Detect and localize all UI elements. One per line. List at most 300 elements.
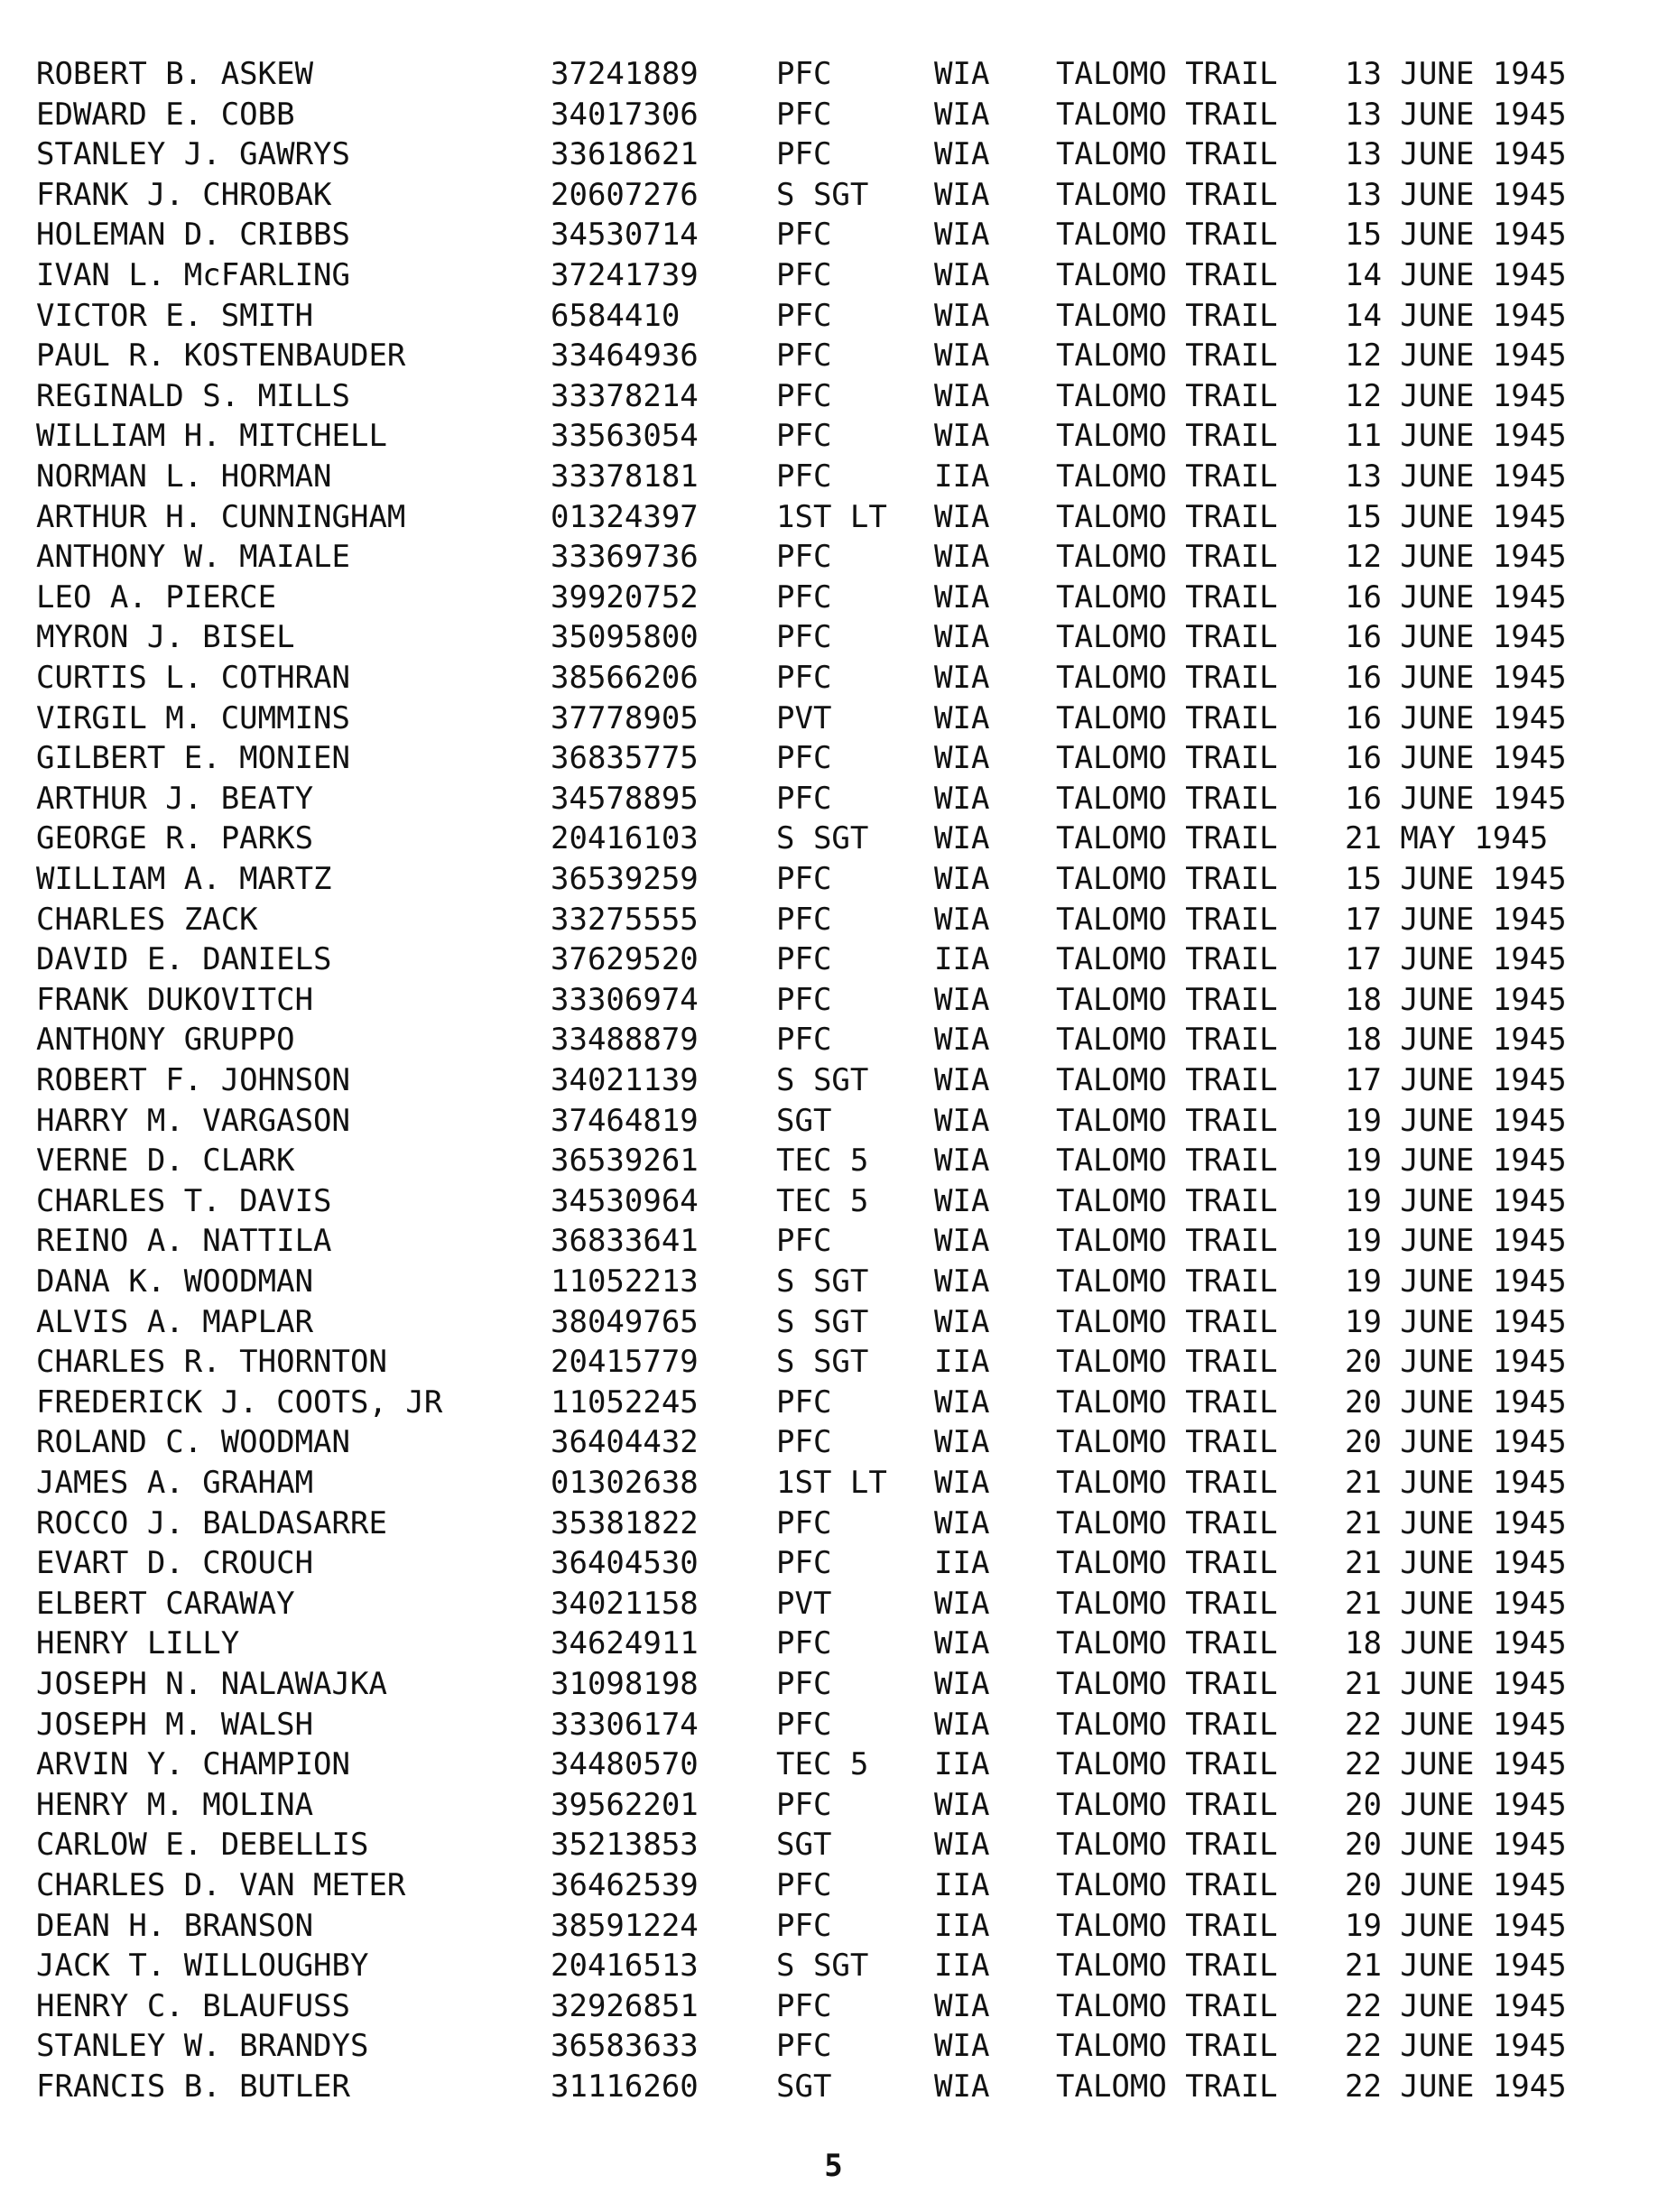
casualty-status: WIA <box>934 297 990 334</box>
location: TALOMO TRAIL <box>1056 1987 1278 2024</box>
casualty-row <box>0 2067 1667 2107</box>
casualty-status: WIA <box>934 539 990 576</box>
location: TALOMO TRAIL <box>1056 1102 1278 1139</box>
casualty-date: 13 JUNE 1945 <box>1345 136 1567 173</box>
casualty-row <box>0 537 1667 578</box>
serial-number: 37241739 <box>551 257 699 293</box>
location: TALOMO TRAIL <box>1056 257 1278 293</box>
soldier-name: ARTHUR H. CUNNINGHAM <box>36 498 406 535</box>
location: TALOMO TRAIL <box>1056 1465 1278 1501</box>
serial-number: 34021158 <box>551 1585 699 1622</box>
casualty-row <box>0 497 1667 538</box>
casualty-status: WIA <box>934 861 990 897</box>
rank: TEC 5 <box>776 1182 869 1219</box>
location: TALOMO TRAIL <box>1056 2069 1278 2105</box>
casualty-date: 16 JUNE 1945 <box>1345 780 1567 817</box>
casualty-date: 21 JUNE 1945 <box>1345 1504 1567 1541</box>
soldier-name: ROBERT F. JOHNSON <box>36 1062 350 1098</box>
serial-number: 34021139 <box>551 1062 699 1098</box>
location: TALOMO TRAIL <box>1056 1143 1278 1180</box>
casualty-status: WIA <box>934 1465 990 1501</box>
casualty-row <box>0 819 1667 859</box>
casualty-row <box>0 54 1667 95</box>
soldier-name: REGINALD S. MILLS <box>36 377 350 414</box>
serial-number: 34530964 <box>551 1182 699 1219</box>
casualty-row <box>0 1986 1667 2027</box>
casualty-row <box>0 1181 1667 1222</box>
soldier-name: ALVIS A. MAPLAR <box>36 1303 314 1340</box>
serial-number: 38591224 <box>551 1907 699 1944</box>
casualty-status: WIA <box>934 1424 990 1461</box>
casualty-date: 17 JUNE 1945 <box>1345 1062 1567 1098</box>
location: TALOMO TRAIL <box>1056 338 1278 375</box>
serial-number: 6584410 <box>551 297 681 334</box>
casualty-date: 12 JUNE 1945 <box>1345 377 1567 414</box>
rank: PFC <box>776 217 832 254</box>
casualty-date: 19 JUNE 1945 <box>1345 1143 1567 1180</box>
rank: SGT <box>776 1102 832 1139</box>
serial-number: 33369736 <box>551 539 699 576</box>
casualty-date: 20 JUNE 1945 <box>1345 1786 1567 1823</box>
casualty-status: IIA <box>934 1907 990 1944</box>
rank: PFC <box>776 941 832 978</box>
soldier-name: FRANCIS B. BUTLER <box>36 2069 350 2105</box>
rank: TEC 5 <box>776 1143 869 1180</box>
casualty-status: WIA <box>934 2028 990 2065</box>
casualty-status: WIA <box>934 1143 990 1180</box>
location: TALOMO TRAIL <box>1056 1344 1278 1381</box>
soldier-name: VIRGIL M. CUMMINS <box>36 699 350 736</box>
rank: PFC <box>776 539 832 576</box>
location: TALOMO TRAIL <box>1056 1545 1278 1582</box>
serial-number: 35095800 <box>551 619 699 656</box>
casualty-status: WIA <box>934 498 990 535</box>
serial-number: 33306974 <box>551 981 699 1018</box>
location: TALOMO TRAIL <box>1056 217 1278 254</box>
casualty-date: 18 JUNE 1945 <box>1345 1022 1567 1059</box>
soldier-name: ARVIN Y. CHAMPION <box>36 1746 350 1783</box>
casualty-date: 15 JUNE 1945 <box>1345 217 1567 254</box>
casualty-date: 17 JUNE 1945 <box>1345 941 1567 978</box>
casualty-date: 12 JUNE 1945 <box>1345 338 1567 375</box>
casualty-date: 21 JUNE 1945 <box>1345 1585 1567 1622</box>
rank: S SGT <box>776 1062 869 1098</box>
soldier-name: ROCCO J. BALDASARRE <box>36 1504 387 1541</box>
location: TALOMO TRAIL <box>1056 1585 1278 1622</box>
casualty-date: 22 JUNE 1945 <box>1345 1987 1567 2024</box>
rank: PFC <box>776 338 832 375</box>
casualty-date: 19 JUNE 1945 <box>1345 1907 1567 1944</box>
serial-number: 39562201 <box>551 1786 699 1823</box>
casualty-status: WIA <box>934 1223 990 1260</box>
casualty-row <box>0 738 1667 779</box>
casualty-date: 16 JUNE 1945 <box>1345 619 1567 656</box>
casualty-row <box>0 1422 1667 1463</box>
location: TALOMO TRAIL <box>1056 1746 1278 1783</box>
location: TALOMO TRAIL <box>1056 377 1278 414</box>
rank: PFC <box>776 1545 832 1582</box>
casualty-date: 16 JUNE 1945 <box>1345 660 1567 696</box>
rank: PFC <box>776 257 832 293</box>
soldier-name: CHARLES T. DAVIS <box>36 1182 332 1219</box>
rank: PFC <box>776 458 832 495</box>
casualty-row <box>0 1946 1667 1986</box>
casualty-date: 14 JUNE 1945 <box>1345 257 1567 293</box>
location: TALOMO TRAIL <box>1056 418 1278 455</box>
casualty-row <box>0 1543 1667 1584</box>
soldier-name: WILLIAM A. MARTZ <box>36 861 332 897</box>
casualty-status: WIA <box>934 377 990 414</box>
soldier-name: FRANK DUKOVITCH <box>36 981 314 1018</box>
location: TALOMO TRAIL <box>1056 1182 1278 1219</box>
soldier-name: DEAN H. BRANSON <box>36 1907 314 1944</box>
page-number: 5 <box>824 2148 843 2184</box>
casualty-date: 19 JUNE 1945 <box>1345 1102 1567 1139</box>
rank: PFC <box>776 901 832 938</box>
location: TALOMO TRAIL <box>1056 56 1278 92</box>
serial-number: 34624911 <box>551 1625 699 1662</box>
serial-number: 11052245 <box>551 1384 699 1421</box>
rank: SGT <box>776 2069 832 2105</box>
serial-number: 31098198 <box>551 1666 699 1702</box>
location: TALOMO TRAIL <box>1056 699 1278 736</box>
location: TALOMO TRAIL <box>1056 1384 1278 1421</box>
casualty-row <box>0 1262 1667 1302</box>
casualty-row <box>0 1463 1667 1504</box>
soldier-name: NORMAN L. HORMAN <box>36 458 332 495</box>
casualty-status: WIA <box>934 740 990 777</box>
casualty-row <box>0 1825 1667 1865</box>
casualty-date: 13 JUNE 1945 <box>1345 96 1567 133</box>
soldier-name: EDWARD E. COBB <box>36 96 295 133</box>
location: TALOMO TRAIL <box>1056 1867 1278 1903</box>
casualty-row <box>0 1504 1667 1544</box>
rank: 1ST LT <box>776 1465 887 1501</box>
rank: PFC <box>776 1424 832 1461</box>
casualty-status: WIA <box>934 1022 990 1059</box>
serial-number: 33563054 <box>551 418 699 455</box>
soldier-name: HENRY C. BLAUFUSS <box>36 1987 350 2024</box>
rank: PFC <box>776 1625 832 1662</box>
location: TALOMO TRAIL <box>1056 176 1278 213</box>
casualty-status: WIA <box>934 619 990 656</box>
casualty-row <box>0 376 1667 417</box>
casualty-row <box>0 1624 1667 1664</box>
soldier-name: HENRY LILLY <box>36 1625 240 1662</box>
serial-number: 36835775 <box>551 740 699 777</box>
casualty-status: WIA <box>934 56 990 92</box>
casualty-status: IIA <box>934 458 990 495</box>
soldier-name: CHARLES D. VAN METER <box>36 1867 406 1903</box>
rank: PFC <box>776 861 832 897</box>
soldier-name: ROLAND C. WOODMAN <box>36 1424 350 1461</box>
rank: PFC <box>776 1504 832 1541</box>
location: TALOMO TRAIL <box>1056 1263 1278 1300</box>
soldier-name: VERNE D. CLARK <box>36 1143 295 1180</box>
casualty-date: 21 JUNE 1945 <box>1345 1666 1567 1702</box>
casualty-status: WIA <box>934 1625 990 1662</box>
location: TALOMO TRAIL <box>1056 458 1278 495</box>
serial-number: 33618621 <box>551 136 699 173</box>
rank: PFC <box>776 1907 832 1944</box>
serial-number: 33378214 <box>551 377 699 414</box>
location: TALOMO TRAIL <box>1056 1223 1278 1260</box>
soldier-name: ROBERT B. ASKEW <box>36 56 314 92</box>
serial-number: 36539259 <box>551 861 699 897</box>
soldier-name: IVAN L. McFARLING <box>36 257 350 293</box>
serial-number: 38049765 <box>551 1303 699 1340</box>
serial-number: 20607276 <box>551 176 699 213</box>
location: TALOMO TRAIL <box>1056 136 1278 173</box>
serial-number: 36462539 <box>551 1867 699 1903</box>
serial-number: 37241889 <box>551 56 699 92</box>
serial-number: 33306174 <box>551 1706 699 1743</box>
rank: PFC <box>776 1384 832 1421</box>
casualty-date: 16 JUNE 1945 <box>1345 699 1567 736</box>
casualty-date: 19 JUNE 1945 <box>1345 1223 1567 1260</box>
location: TALOMO TRAIL <box>1056 1827 1278 1864</box>
casualty-status: WIA <box>934 981 990 1018</box>
soldier-name: CHARLES ZACK <box>36 901 258 938</box>
casualty-row <box>0 2026 1667 2067</box>
casualty-status: IIA <box>934 1867 990 1903</box>
casualty-date: 21 MAY 1945 <box>1345 820 1549 857</box>
casualty-row <box>0 215 1667 255</box>
serial-number: 33464936 <box>551 338 699 375</box>
soldier-name: CARLOW E. DEBELLIS <box>36 1827 369 1864</box>
soldier-name: VICTOR E. SMITH <box>36 297 314 334</box>
rank: S SGT <box>776 1303 869 1340</box>
location: TALOMO TRAIL <box>1056 96 1278 133</box>
casualty-row <box>0 457 1667 497</box>
rank: PFC <box>776 1786 832 1823</box>
casualty-row <box>0 779 1667 819</box>
soldier-name: JACK T. WILLOUGHBY <box>36 1948 369 1985</box>
location: TALOMO TRAIL <box>1056 1022 1278 1059</box>
casualty-row <box>0 900 1667 940</box>
serial-number: 34578895 <box>551 780 699 817</box>
casualty-date: 14 JUNE 1945 <box>1345 297 1567 334</box>
serial-number: 34480570 <box>551 1746 699 1783</box>
soldier-name: GEORGE R. PARKS <box>36 820 314 857</box>
soldier-name: WILLIAM H. MITCHELL <box>36 418 387 455</box>
serial-number: 32926851 <box>551 1987 699 2024</box>
rank: PFC <box>776 740 832 777</box>
location: TALOMO TRAIL <box>1056 740 1278 777</box>
casualty-status: WIA <box>934 578 990 615</box>
soldier-name: PAUL R. KOSTENBAUDER <box>36 338 406 375</box>
rank: PFC <box>776 297 832 334</box>
rank: PFC <box>776 136 832 173</box>
casualty-row <box>0 617 1667 658</box>
casualty-date: 13 JUNE 1945 <box>1345 176 1567 213</box>
rank: S SGT <box>776 820 869 857</box>
soldier-name: HARRY M. VARGASON <box>36 1102 350 1139</box>
casualty-row <box>0 658 1667 699</box>
casualty-date: 22 JUNE 1945 <box>1345 2069 1567 2105</box>
serial-number: 36583633 <box>551 2028 699 2065</box>
casualty-row <box>0 296 1667 337</box>
casualty-row <box>0 1101 1667 1142</box>
casualty-date: 19 JUNE 1945 <box>1345 1303 1567 1340</box>
location: TALOMO TRAIL <box>1056 1948 1278 1985</box>
casualty-date: 22 JUNE 1945 <box>1345 2028 1567 2065</box>
casualty-row <box>0 578 1667 618</box>
casualty-status: WIA <box>934 1987 990 2024</box>
casualty-status: WIA <box>934 1182 990 1219</box>
casualty-status: WIA <box>934 217 990 254</box>
casualty-date: 15 JUNE 1945 <box>1345 861 1567 897</box>
serial-number: 36404432 <box>551 1424 699 1461</box>
location: TALOMO TRAIL <box>1056 660 1278 696</box>
casualty-row <box>0 1020 1667 1060</box>
soldier-name: FREDERICK J. COOTS, JR <box>36 1384 443 1421</box>
rank: PFC <box>776 1706 832 1743</box>
soldier-name: MYRON J. BISEL <box>36 619 295 656</box>
serial-number: 37464819 <box>551 1102 699 1139</box>
casualty-row <box>0 1906 1667 1947</box>
casualty-row <box>0 980 1667 1021</box>
location: TALOMO TRAIL <box>1056 578 1278 615</box>
casualty-row <box>0 1785 1667 1826</box>
casualty-date: 21 JUNE 1945 <box>1345 1545 1567 1582</box>
soldier-name: JAMES A. GRAHAM <box>36 1465 314 1501</box>
serial-number: 35213853 <box>551 1827 699 1864</box>
soldier-name: EVART D. CROUCH <box>36 1545 314 1582</box>
serial-number: 31116260 <box>551 2069 699 2105</box>
location: TALOMO TRAIL <box>1056 619 1278 656</box>
soldier-name: ANTHONY GRUPPO <box>36 1022 295 1059</box>
rank: PFC <box>776 2028 832 2065</box>
casualty-date: 16 JUNE 1945 <box>1345 578 1567 615</box>
serial-number: 36404530 <box>551 1545 699 1582</box>
casualty-row <box>0 1302 1667 1343</box>
casualty-row <box>0 255 1667 296</box>
location: TALOMO TRAIL <box>1056 1303 1278 1340</box>
casualty-status: WIA <box>934 1666 990 1702</box>
casualty-status: IIA <box>934 1948 990 1985</box>
casualty-row <box>0 1221 1667 1262</box>
location: TALOMO TRAIL <box>1056 901 1278 938</box>
serial-number: 37778905 <box>551 699 699 736</box>
casualty-row <box>0 416 1667 457</box>
casualty-row <box>0 95 1667 135</box>
casualty-status: WIA <box>934 1263 990 1300</box>
casualty-row <box>0 1745 1667 1785</box>
location: TALOMO TRAIL <box>1056 498 1278 535</box>
casualty-status: WIA <box>934 1062 990 1098</box>
casualty-status: WIA <box>934 2069 990 2105</box>
rank: PFC <box>776 780 832 817</box>
casualty-status: WIA <box>934 1827 990 1864</box>
rank: PFC <box>776 1666 832 1702</box>
casualty-status: WIA <box>934 1786 990 1823</box>
serial-number: 39920752 <box>551 578 699 615</box>
casualty-row <box>0 175 1667 216</box>
location: TALOMO TRAIL <box>1056 1786 1278 1823</box>
rank: TEC 5 <box>776 1746 869 1783</box>
casualty-status: WIA <box>934 1102 990 1139</box>
casualty-status: IIA <box>934 1746 990 1783</box>
serial-number: 33378181 <box>551 458 699 495</box>
soldier-name: CHARLES R. THORNTON <box>36 1344 387 1381</box>
casualty-status: WIA <box>934 820 990 857</box>
casualty-status: WIA <box>934 418 990 455</box>
rank: PFC <box>776 418 832 455</box>
rank: S SGT <box>776 1948 869 1985</box>
soldier-name: FRANK J. CHROBAK <box>36 176 332 213</box>
casualty-row <box>0 1865 1667 1906</box>
casualty-date: 11 JUNE 1945 <box>1345 418 1567 455</box>
location: TALOMO TRAIL <box>1056 820 1278 857</box>
rank: PFC <box>776 96 832 133</box>
casualty-row <box>0 859 1667 900</box>
casualty-row <box>0 1584 1667 1624</box>
serial-number: 35381822 <box>551 1504 699 1541</box>
rank: S SGT <box>776 1263 869 1300</box>
location: TALOMO TRAIL <box>1056 1706 1278 1743</box>
casualty-date: 20 JUNE 1945 <box>1345 1827 1567 1864</box>
casualty-status: WIA <box>934 901 990 938</box>
casualty-date: 21 JUNE 1945 <box>1345 1465 1567 1501</box>
casualty-status: IIA <box>934 1344 990 1381</box>
soldier-name: ANTHONY W. MAIALE <box>36 539 350 576</box>
rank: SGT <box>776 1827 832 1864</box>
casualty-date: 16 JUNE 1945 <box>1345 740 1567 777</box>
rank: S SGT <box>776 176 869 213</box>
casualty-row <box>0 1060 1667 1101</box>
serial-number: 33488879 <box>551 1022 699 1059</box>
rank: PFC <box>776 1867 832 1903</box>
soldier-name: STANLEY W. BRANDYS <box>36 2028 369 2065</box>
location: TALOMO TRAIL <box>1056 539 1278 576</box>
casualty-date: 20 JUNE 1945 <box>1345 1424 1567 1461</box>
serial-number: 38566206 <box>551 660 699 696</box>
casualty-status: WIA <box>934 1585 990 1622</box>
serial-number: 20416103 <box>551 820 699 857</box>
location: TALOMO TRAIL <box>1056 1062 1278 1098</box>
casualty-row <box>0 699 1667 739</box>
serial-number: 34017306 <box>551 96 699 133</box>
casualty-status: WIA <box>934 1384 990 1421</box>
casualty-row <box>0 1705 1667 1745</box>
rank: 1ST LT <box>776 498 887 535</box>
casualty-date: 15 JUNE 1945 <box>1345 498 1567 535</box>
casualty-date: 20 JUNE 1945 <box>1345 1344 1567 1381</box>
serial-number: 20416513 <box>551 1948 699 1985</box>
soldier-name: ARTHUR J. BEATY <box>36 780 314 817</box>
casualty-date: 13 JUNE 1945 <box>1345 458 1567 495</box>
soldier-name: HENRY M. MOLINA <box>36 1786 314 1823</box>
casualty-status: WIA <box>934 780 990 817</box>
rank: PFC <box>776 981 832 1018</box>
casualty-status: WIA <box>934 699 990 736</box>
location: TALOMO TRAIL <box>1056 1504 1278 1541</box>
casualty-date: 18 JUNE 1945 <box>1345 1625 1567 1662</box>
soldier-name: DAVID E. DANIELS <box>36 941 332 978</box>
rank: PFC <box>776 1223 832 1260</box>
soldier-name: DANA K. WOODMAN <box>36 1263 314 1300</box>
casualty-row <box>0 1141 1667 1181</box>
casualty-status: WIA <box>934 338 990 375</box>
soldier-name: HOLEMAN D. CRIBBS <box>36 217 350 254</box>
location: TALOMO TRAIL <box>1056 1625 1278 1662</box>
rank: PFC <box>776 619 832 656</box>
casualty-row <box>0 1342 1667 1383</box>
location: TALOMO TRAIL <box>1056 1666 1278 1702</box>
casualty-date: 21 JUNE 1945 <box>1345 1948 1567 1985</box>
serial-number: 34530714 <box>551 217 699 254</box>
